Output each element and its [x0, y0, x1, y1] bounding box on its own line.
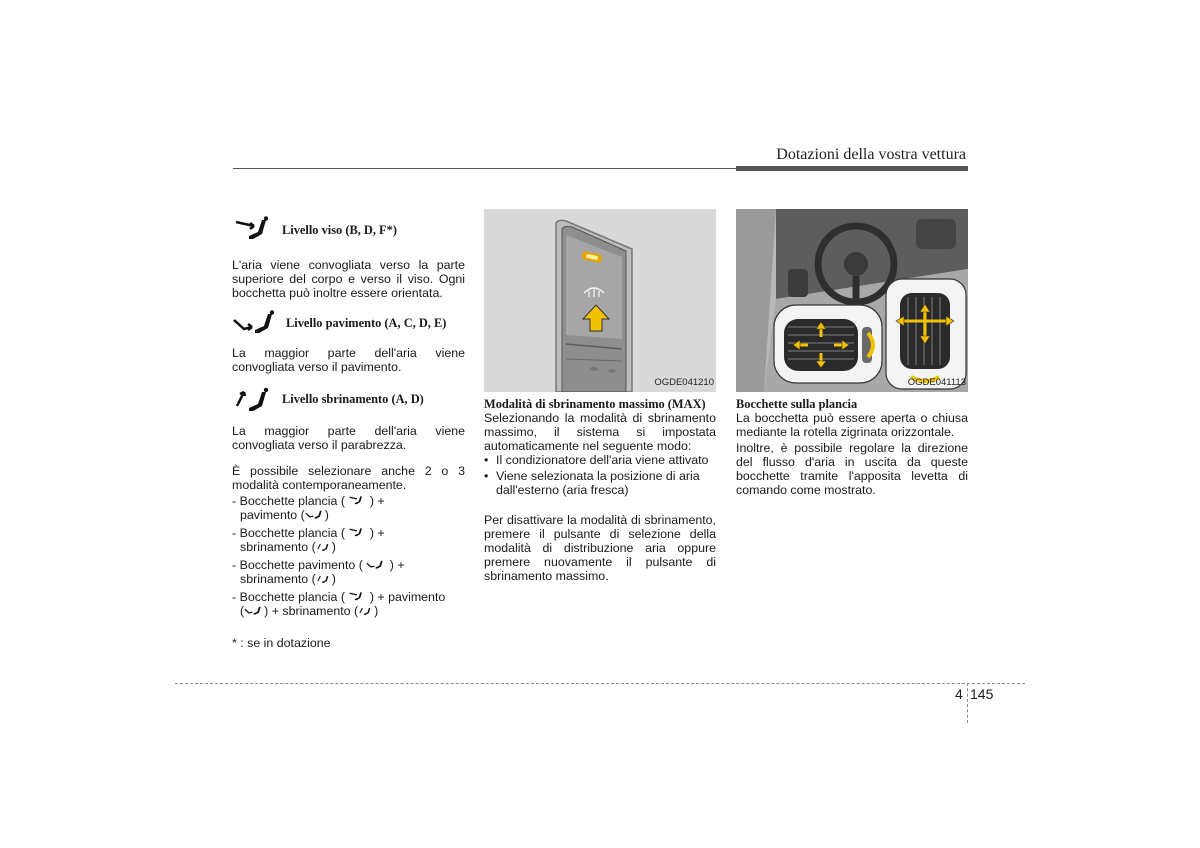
max-defrost-heading: Modalità di sbrinamento massimo (MAX): [484, 397, 706, 411]
combo-face-floor-defrost: - Bocchette plancia ( ) + pavimento ( ) + sbrinamento ( ): [232, 590, 446, 618]
defrost-panel-illustration: [484, 209, 716, 392]
face-level-heading: Livello viso (B, D, F*): [232, 216, 465, 244]
column-1: [232, 216, 465, 650]
figure-code: OGDE041210: [654, 377, 714, 388]
dashboard-illustration: [736, 209, 968, 392]
combo-floor-defrost: - Bocchette pavimento ( ) + sbrinamento ( ): [232, 558, 405, 586]
face-level-text: L'aria viene convogliata verso la parte superiore del corpo e verso il viso. Ogni bocchetta può inoltre essere orientata.: [232, 258, 465, 300]
defrost-level-heading: Livello sbrinamento (A, D): [232, 384, 465, 414]
vent-defrost-icon: [358, 604, 374, 617]
dashboard-vents-figure: [736, 209, 968, 392]
floor-level-heading: Livello pavimento (A, C, D, E): [232, 310, 465, 336]
vent-defrost-icon: [316, 540, 332, 553]
vent-floor-icon: [366, 558, 386, 571]
header-rule: [233, 168, 736, 169]
combo-intro: È possibile selezionare anche 2 o 3 modalità contemporaneamente.: [232, 464, 465, 492]
vent-face-icon: [348, 494, 366, 507]
bullet-item: • Il condizionatore dell'aria viene attivato: [484, 453, 709, 467]
vent-defrost-icon: [232, 384, 276, 414]
figure-code: OGDE041113: [907, 377, 966, 388]
vent-defrost-icon: [316, 572, 332, 585]
chapter-number: 4: [955, 686, 963, 702]
column-2: [484, 209, 716, 583]
combo-face-floor: - Bocchette plancia ( ) + pavimento ( ): [232, 494, 385, 522]
vent-inset-horizontal: [774, 305, 882, 383]
footer-dashed-divider: [967, 683, 968, 723]
header-bar: [736, 166, 968, 171]
page-header-title: Dotazioni della vostra vettura: [776, 146, 966, 163]
deactivate-paragraph: Per disattivare la modalità di sbrinamento, premere il pulsante di selezione della modalità di distribuzione aria oppure premere nuovamente il pulsante di sbrinamento massimo.: [484, 513, 716, 583]
vents-paragraph-1: La bocchetta può essere aperta o chiusa mediante la rotella zigrinata orizzontale.: [736, 411, 968, 439]
vent-face-icon: [232, 216, 276, 244]
dashboard-vents-heading: Bocchette sulla plancia: [736, 397, 858, 411]
page-number: 145: [970, 686, 994, 702]
vent-floor-icon: [244, 604, 264, 617]
column-3: [736, 209, 968, 497]
vent-face-icon: [348, 526, 366, 539]
combo-face-defrost: - Bocchette plancia ( ) + sbrinamento ( ): [232, 526, 385, 554]
defrost-button-figure: [484, 209, 716, 392]
max-defrost-intro: Selezionando la modalità di sbrinamento massimo, il sistema si impostata automaticamente nel seguente modo:: [484, 411, 716, 453]
vent-inset-vertical: [886, 279, 966, 389]
bullet-item: • Viene selezionata la posizione di aria dall'esterno (aria fresca): [484, 469, 700, 497]
vent-floor-icon: [305, 508, 325, 521]
vent-face-icon: [348, 590, 366, 603]
floor-level-text: La maggior parte dell'aria viene convogliata verso il pavimento.: [232, 346, 465, 374]
vents-paragraph-2: Inoltre, è possibile regolare la direzione del flusso d'aria in uscita da queste bocchette tramite l'apposita levetta di comando come mostrato.: [736, 441, 968, 497]
defrost-level-text: La maggior parte dell'aria viene convogliata verso il parabrezza.: [232, 424, 465, 452]
vent-floor-icon: [232, 310, 280, 336]
footer-dashed-rule: [175, 683, 1025, 684]
footnote: * : se in dotazione: [232, 636, 331, 650]
